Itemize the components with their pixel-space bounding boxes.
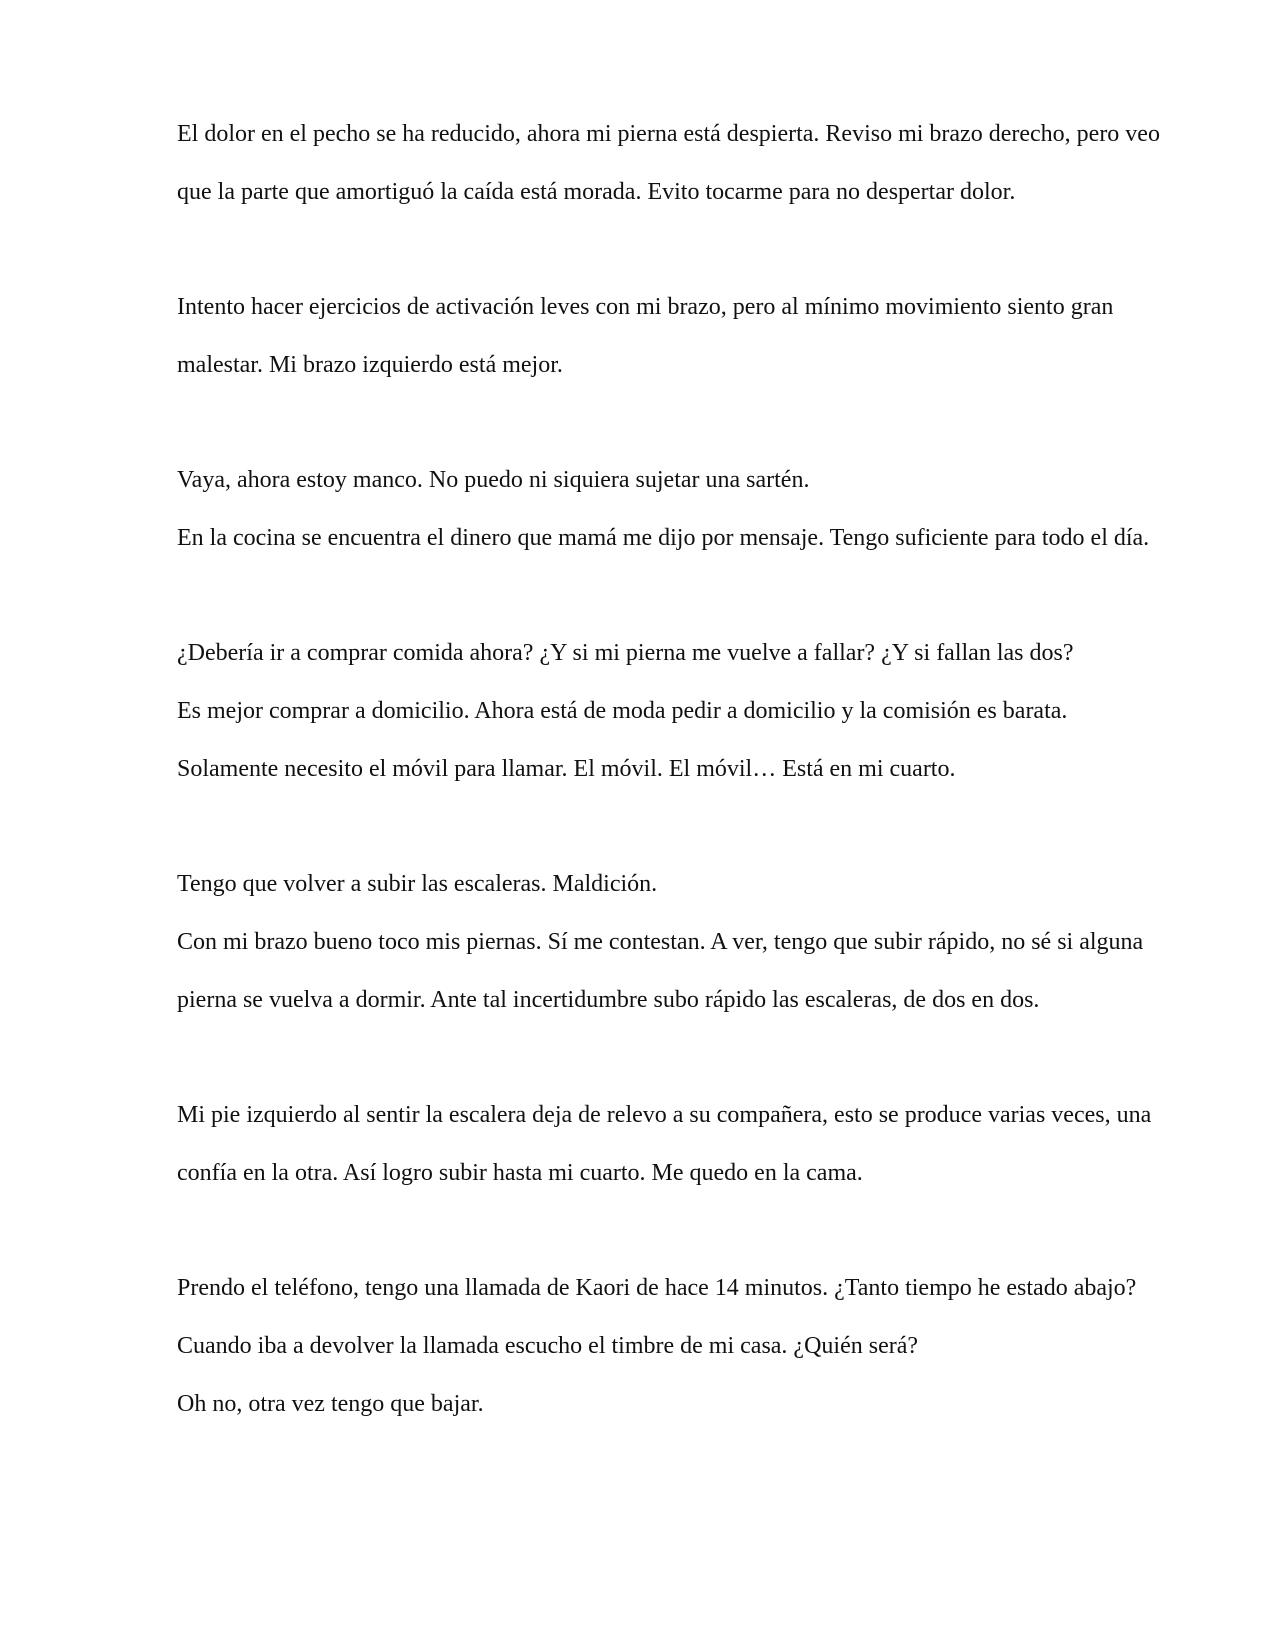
text-line: En la cocina se encuentra el dinero que mamá me dijo por mensaje. Tengo suficiente para todo el día.: [177, 525, 1150, 551]
paragraph-5: [177, 855, 1187, 1029]
paragraph-3: [177, 451, 1187, 567]
text-line: Cuando iba a devolver la llamada escucho el timbre de mi casa. ¿Quién será?: [177, 1333, 919, 1359]
text-line: pierna se vuelva a dormir. Ante tal incertidumbre subo rápido las escaleras, de dos en dos.: [177, 987, 1040, 1013]
text-line: ¿Debería ir a comprar comida ahora? ¿Y si mi pierna me vuelve a fallar? ¿Y si fallan las dos?: [177, 640, 1074, 666]
text-line: Prendo el teléfono, tengo una llamada de Kaori de hace 14 minutos. ¿Tanto tiempo he estado abajo?: [177, 1275, 1137, 1301]
text-line: Es mejor comprar a domicilio. Ahora está de moda pedir a domicilio y la comisión es barata.: [177, 698, 1068, 724]
paragraph-6: [177, 1086, 1187, 1202]
text-line: Mi pie izquierdo al sentir la escalera deja de relevo a su compañera, esto se produce varias veces, una: [177, 1102, 1152, 1128]
text-line: Oh no, otra vez tengo que bajar.: [177, 1391, 484, 1417]
text-line: Vaya, ahora estoy manco. No puedo ni siquiera sujetar una sartén.: [177, 467, 810, 493]
paragraph-4: [177, 624, 1187, 798]
text-line: malestar. Mi brazo izquierdo está mejor.: [177, 352, 563, 378]
text-line: Tengo que volver a subir las escaleras. Maldición.: [177, 871, 658, 897]
text-line: El dolor en el pecho se ha reducido, ahora mi pierna está despierta. Reviso mi brazo derecho, pero veo: [177, 121, 1160, 147]
document-body: [177, 105, 1187, 1490]
text-line: que la parte que amortiguó la caída está morada. Evito tocarme para no despertar dolor.: [177, 179, 1016, 205]
paragraph-7: [177, 1259, 1187, 1433]
paragraph-2: [177, 278, 1187, 394]
paragraph-1: [177, 105, 1187, 221]
text-line: Con mi brazo bueno toco mis piernas. Sí me contestan. A ver, tengo que subir rápido, no sé si alguna: [177, 929, 1144, 955]
text-line: confía en la otra. Así logro subir hasta mi cuarto. Me quedo en la cama.: [177, 1160, 863, 1186]
text-line: Solamente necesito el móvil para llamar. El móvil. El móvil… Está en mi cuarto.: [177, 756, 956, 782]
text-line: Intento hacer ejercicios de activación leves con mi brazo, pero al mínimo movimiento siento gran: [177, 294, 1114, 320]
